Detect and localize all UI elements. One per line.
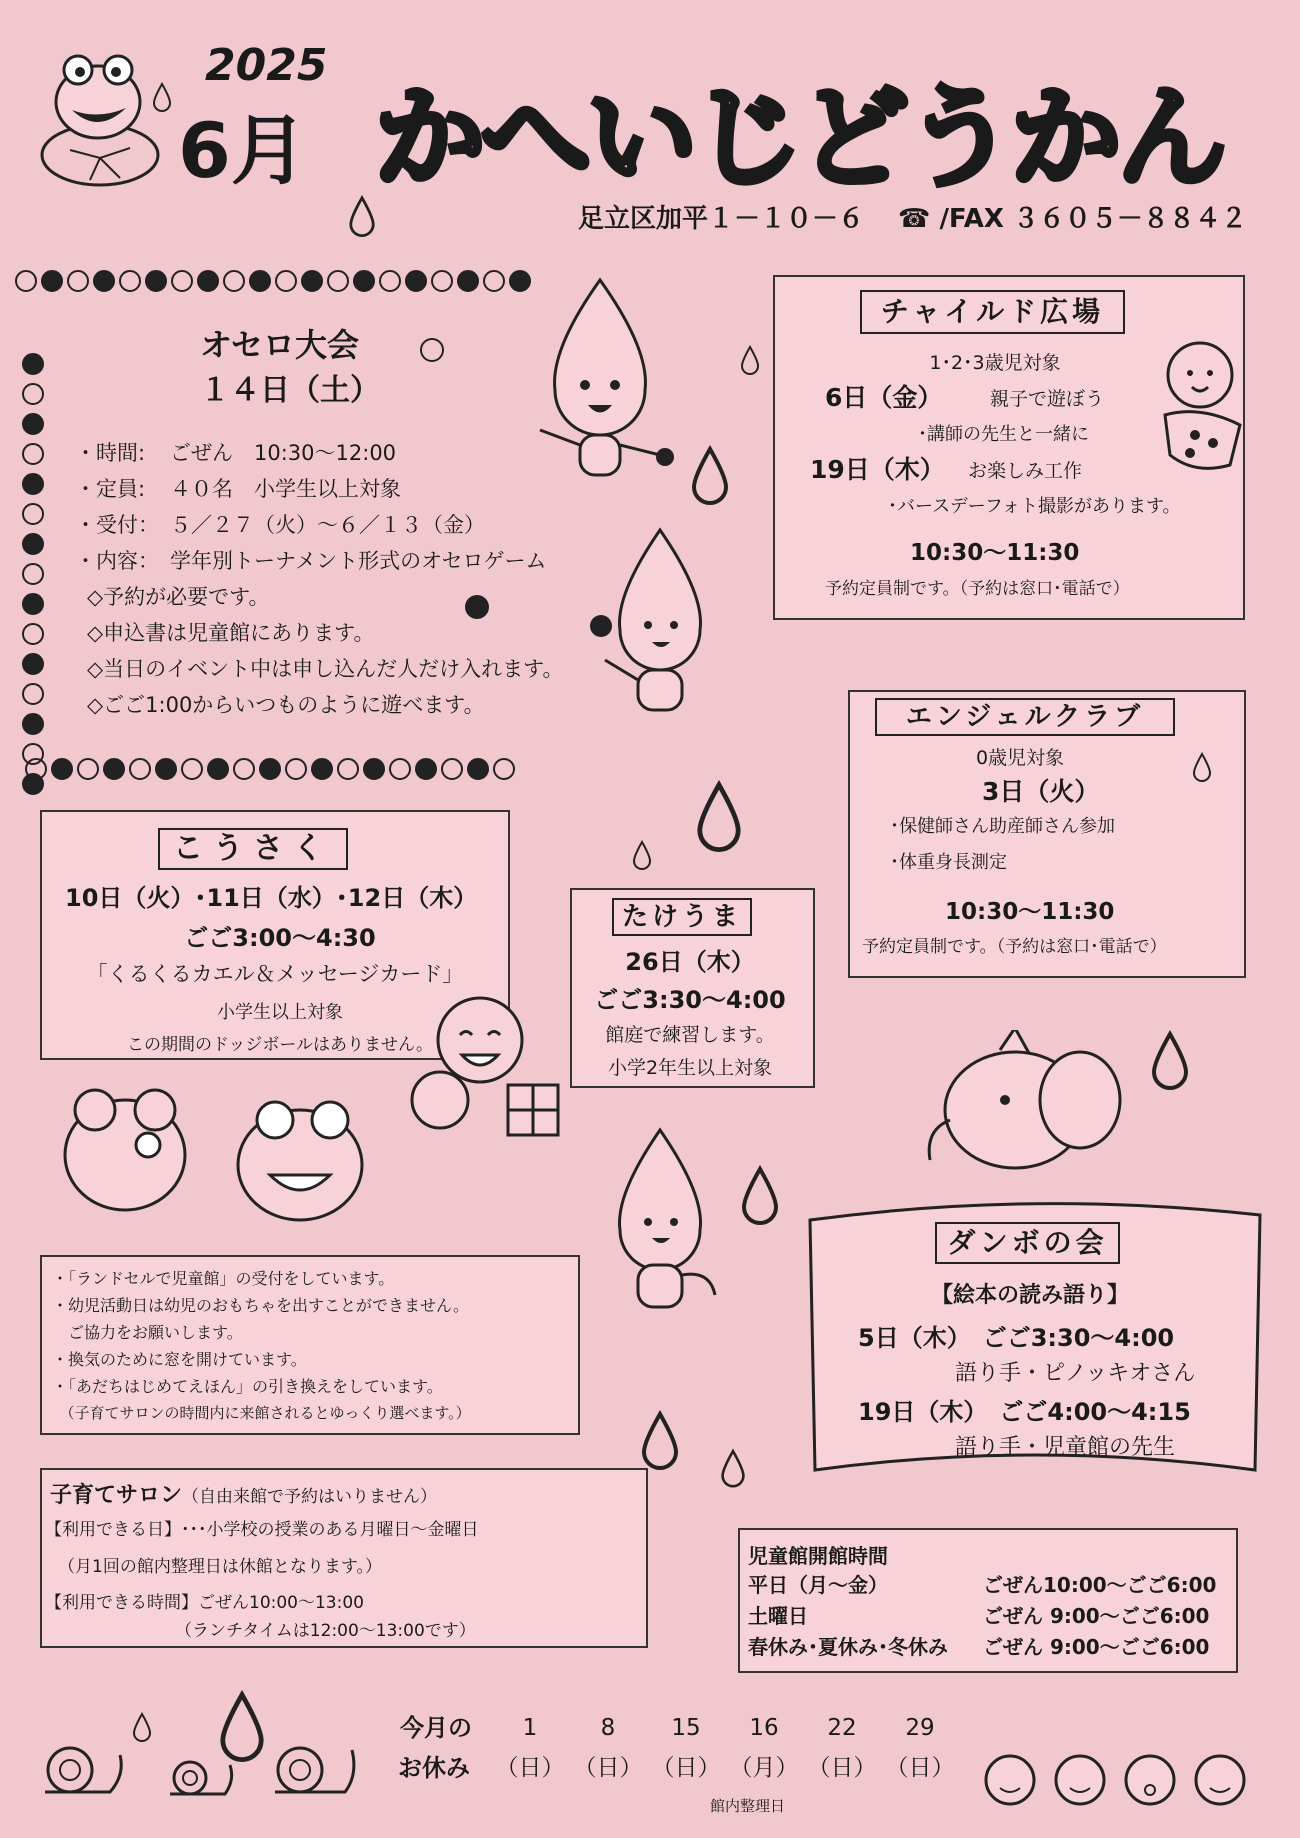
kousaku-dates: 10日（火）･11日（水）･12日（木） <box>65 884 478 912</box>
angel-club-reserve: 予約定員制です。（予約は窓口･電話で） <box>862 937 1167 957</box>
notice-item: ・「ランドセルで児童館」の受付をしています。 <box>52 1269 395 1288</box>
othello-note: ◇予約が必要です。 <box>87 585 270 609</box>
opening-hours-table <box>748 1570 1216 1663</box>
othello-date: １４日（土） <box>200 373 380 408</box>
decorative-dot <box>465 595 489 619</box>
salon-days: 【利用できる日】･･･小学校の授業のある月曜日～金曜日 <box>45 1520 479 1540</box>
othello-row: ・時間: ごぜん 10:30～12:00 <box>75 441 397 465</box>
dumbo-date2: 19日（木） ごご4:00～4:15 <box>858 1398 1191 1426</box>
notice-item: ・「あだちはじめてえほん」の引き換えをしています。 <box>52 1377 443 1396</box>
dumbo-reader1: 語り手・ピノッキオさん <box>955 1361 1196 1386</box>
raindrop-icon <box>152 82 172 112</box>
dumbo-subtitle: 【絵本の読み語り】 <box>930 1283 1129 1308</box>
raindrop-icon <box>632 840 652 870</box>
othello-details <box>75 435 563 723</box>
dumbo-reader2: 語り手・児童館の先生 <box>955 1435 1176 1460</box>
raindrop-icon <box>740 1165 780 1225</box>
othello-row: ・定員: ４０名 小学生以上対象 <box>75 477 401 501</box>
salon-hours-note: （ランチタイムは12:00～13:00です） <box>175 1621 476 1641</box>
takeuma-title: たけうま <box>612 898 752 936</box>
dumbo-date1: 5日（木） ごご3:30～4:00 <box>858 1324 1175 1352</box>
child-plaza-desc1: 親子で遊ぼう <box>990 388 1105 410</box>
closed-days <box>495 1708 955 1788</box>
closed-day: 22 （日） <box>807 1715 877 1781</box>
angel-club-time: 10:30～11:30 <box>945 899 1115 925</box>
takeuma-time: ごご3:30～4:00 <box>594 986 786 1014</box>
raindrop-icon <box>695 780 743 852</box>
salon-hours: 【利用できる時間】ごぜん10:00～13:00 <box>45 1593 364 1613</box>
child-plaza-date2: 19日（木） <box>810 455 945 484</box>
othello-title: オセロ大会 <box>200 326 360 364</box>
othello-top-dot-border <box>15 270 531 292</box>
raindrop-icon <box>348 195 376 237</box>
closed-day: 15 （日） <box>651 1715 721 1781</box>
elephant-illustration <box>920 1030 1140 1210</box>
address: 足立区加平１－１０－６ <box>578 204 865 234</box>
angel-club-date: 3日（火） <box>982 777 1100 806</box>
closed-label-2: お休み <box>398 1754 470 1782</box>
child-plaza-desc2b: ･バースデーフォト撮影があります。 <box>888 496 1181 517</box>
othello-note: ◇当日のイベント中は申し込んだ人だけ入れます。 <box>87 657 564 681</box>
notice-item: ・換気のために窓を開けています。 <box>52 1350 307 1369</box>
angel-club-target: 0歳児対象 <box>975 747 1065 769</box>
hours-row: 春休み･夏休み･冬休み ごぜん 9:00～ごご6:00 <box>748 1635 1210 1659</box>
opening-hours-title: 児童館開館時間 <box>748 1544 888 1568</box>
hours-row: 土曜日 ごぜん 9:00～ごご6:00 <box>748 1604 1210 1628</box>
notice-list <box>52 1265 471 1427</box>
notice-item: ・幼児活動日は幼児のおもちゃを出すことができません。 <box>52 1296 469 1315</box>
child-plaza-date1: 6日（金） <box>825 383 943 412</box>
page-title: かへいじどうかん <box>375 74 1223 202</box>
fax-number: ☎ /FAX ３６０５－８８４２ <box>898 204 1247 234</box>
child-plaza-time: 10:30～11:30 <box>910 540 1080 566</box>
child-plaza-title: チャイルド広場 <box>860 290 1125 334</box>
othello-row: ・受付： ５／２７（火）～６／１３（金） <box>75 513 485 537</box>
raindrop-icon <box>1150 1030 1190 1090</box>
rain-faces-illustration <box>975 1740 1275 1820</box>
closed-day: 8 （日） <box>573 1715 643 1781</box>
drop-character-illustration <box>520 270 680 500</box>
child-plaza-target: 1･2･3歳児対象 <box>929 352 1061 374</box>
salon-days-note: （月1回の館内整理日は休館となります。） <box>58 1557 382 1577</box>
dumbo-title: ダンボの会 <box>935 1222 1120 1264</box>
angel-club-item1: ･保健師さん助産師さん参加 <box>890 816 1115 837</box>
frog-on-lilypad-illustration <box>30 40 160 190</box>
snails-illustration <box>30 1720 370 1810</box>
kousaku-item: 「くるくるカエル＆メッセージカード」 <box>86 962 464 986</box>
decorative-dot <box>590 615 612 637</box>
child-plaza-reserve: 予約定員制です。（予約は窓口･電話で） <box>825 579 1130 599</box>
baby-illustration <box>1145 335 1255 475</box>
year: 2025 <box>205 40 328 91</box>
raindrop-icon <box>720 1448 746 1488</box>
raindrop-icon <box>690 445 730 505</box>
raindrop-icon <box>1192 752 1212 782</box>
kousaku-target: 小学生以上対象 <box>217 1002 343 1023</box>
othello-note: ◇ごご1:00からいつものように遊べます。 <box>87 693 485 717</box>
decorative-dot <box>420 338 444 362</box>
salon-title-row <box>50 1478 437 1509</box>
raindrop-icon <box>740 345 760 375</box>
raindrop-icon <box>640 1410 680 1470</box>
drop-character-illustration <box>590 1120 740 1320</box>
salon-title-note: （自由来館で予約はいりません） <box>182 1487 438 1507</box>
notice-item: ご協力をお願いします。 <box>52 1323 243 1342</box>
othello-row: ・内容： 学年別トーナメント形式のオセロゲーム <box>75 549 547 573</box>
month: 6月 <box>178 106 307 195</box>
closed-label-1: 今月の <box>400 1714 472 1742</box>
closed-day: 1 （日） <box>495 1715 565 1781</box>
raindrop-icon <box>132 1712 152 1742</box>
kousaku-note: この期間のドッジボールはありません。 <box>127 1035 433 1055</box>
takeuma-target: 小学2年生以上対象 <box>607 1057 773 1079</box>
kids-with-gift-illustration <box>400 980 570 1150</box>
othello-left-dot-border <box>22 353 44 795</box>
notice-item: （子育てサロンの時間内に来館されるとゆっくり選べます。） <box>52 1404 471 1422</box>
kousaku-title: こうさく <box>158 828 348 870</box>
hours-row: 平日（月～金） ごぜん10:00～ごご6:00 <box>748 1573 1217 1597</box>
othello-bottom-dot-border <box>25 758 515 780</box>
salon-title: 子育てサロン <box>50 1483 183 1508</box>
takeuma-place: 館庭で練習します。 <box>605 1024 775 1046</box>
raindrop-icon <box>218 1690 266 1762</box>
takeuma-date: 26日（木） <box>625 948 755 976</box>
child-plaza-desc1b: ･講師の先生と一緒に <box>918 424 1089 445</box>
child-plaza-desc2: お楽しみ工作 <box>968 460 1083 482</box>
closed-note: 館内整理日 <box>710 1797 786 1815</box>
othello-note: ◇申込書は児童館にあります。 <box>87 621 375 645</box>
kousaku-time: ごご3:00～4:30 <box>184 924 376 952</box>
closed-day: 16 （月） <box>729 1715 799 1781</box>
angel-club-item2: ･体重身長測定 <box>890 852 1007 873</box>
angel-club-title: エンジェルクラブ <box>875 698 1175 736</box>
frogs-illustration <box>30 1075 400 1245</box>
closed-day: 29 （日） <box>885 1715 955 1781</box>
